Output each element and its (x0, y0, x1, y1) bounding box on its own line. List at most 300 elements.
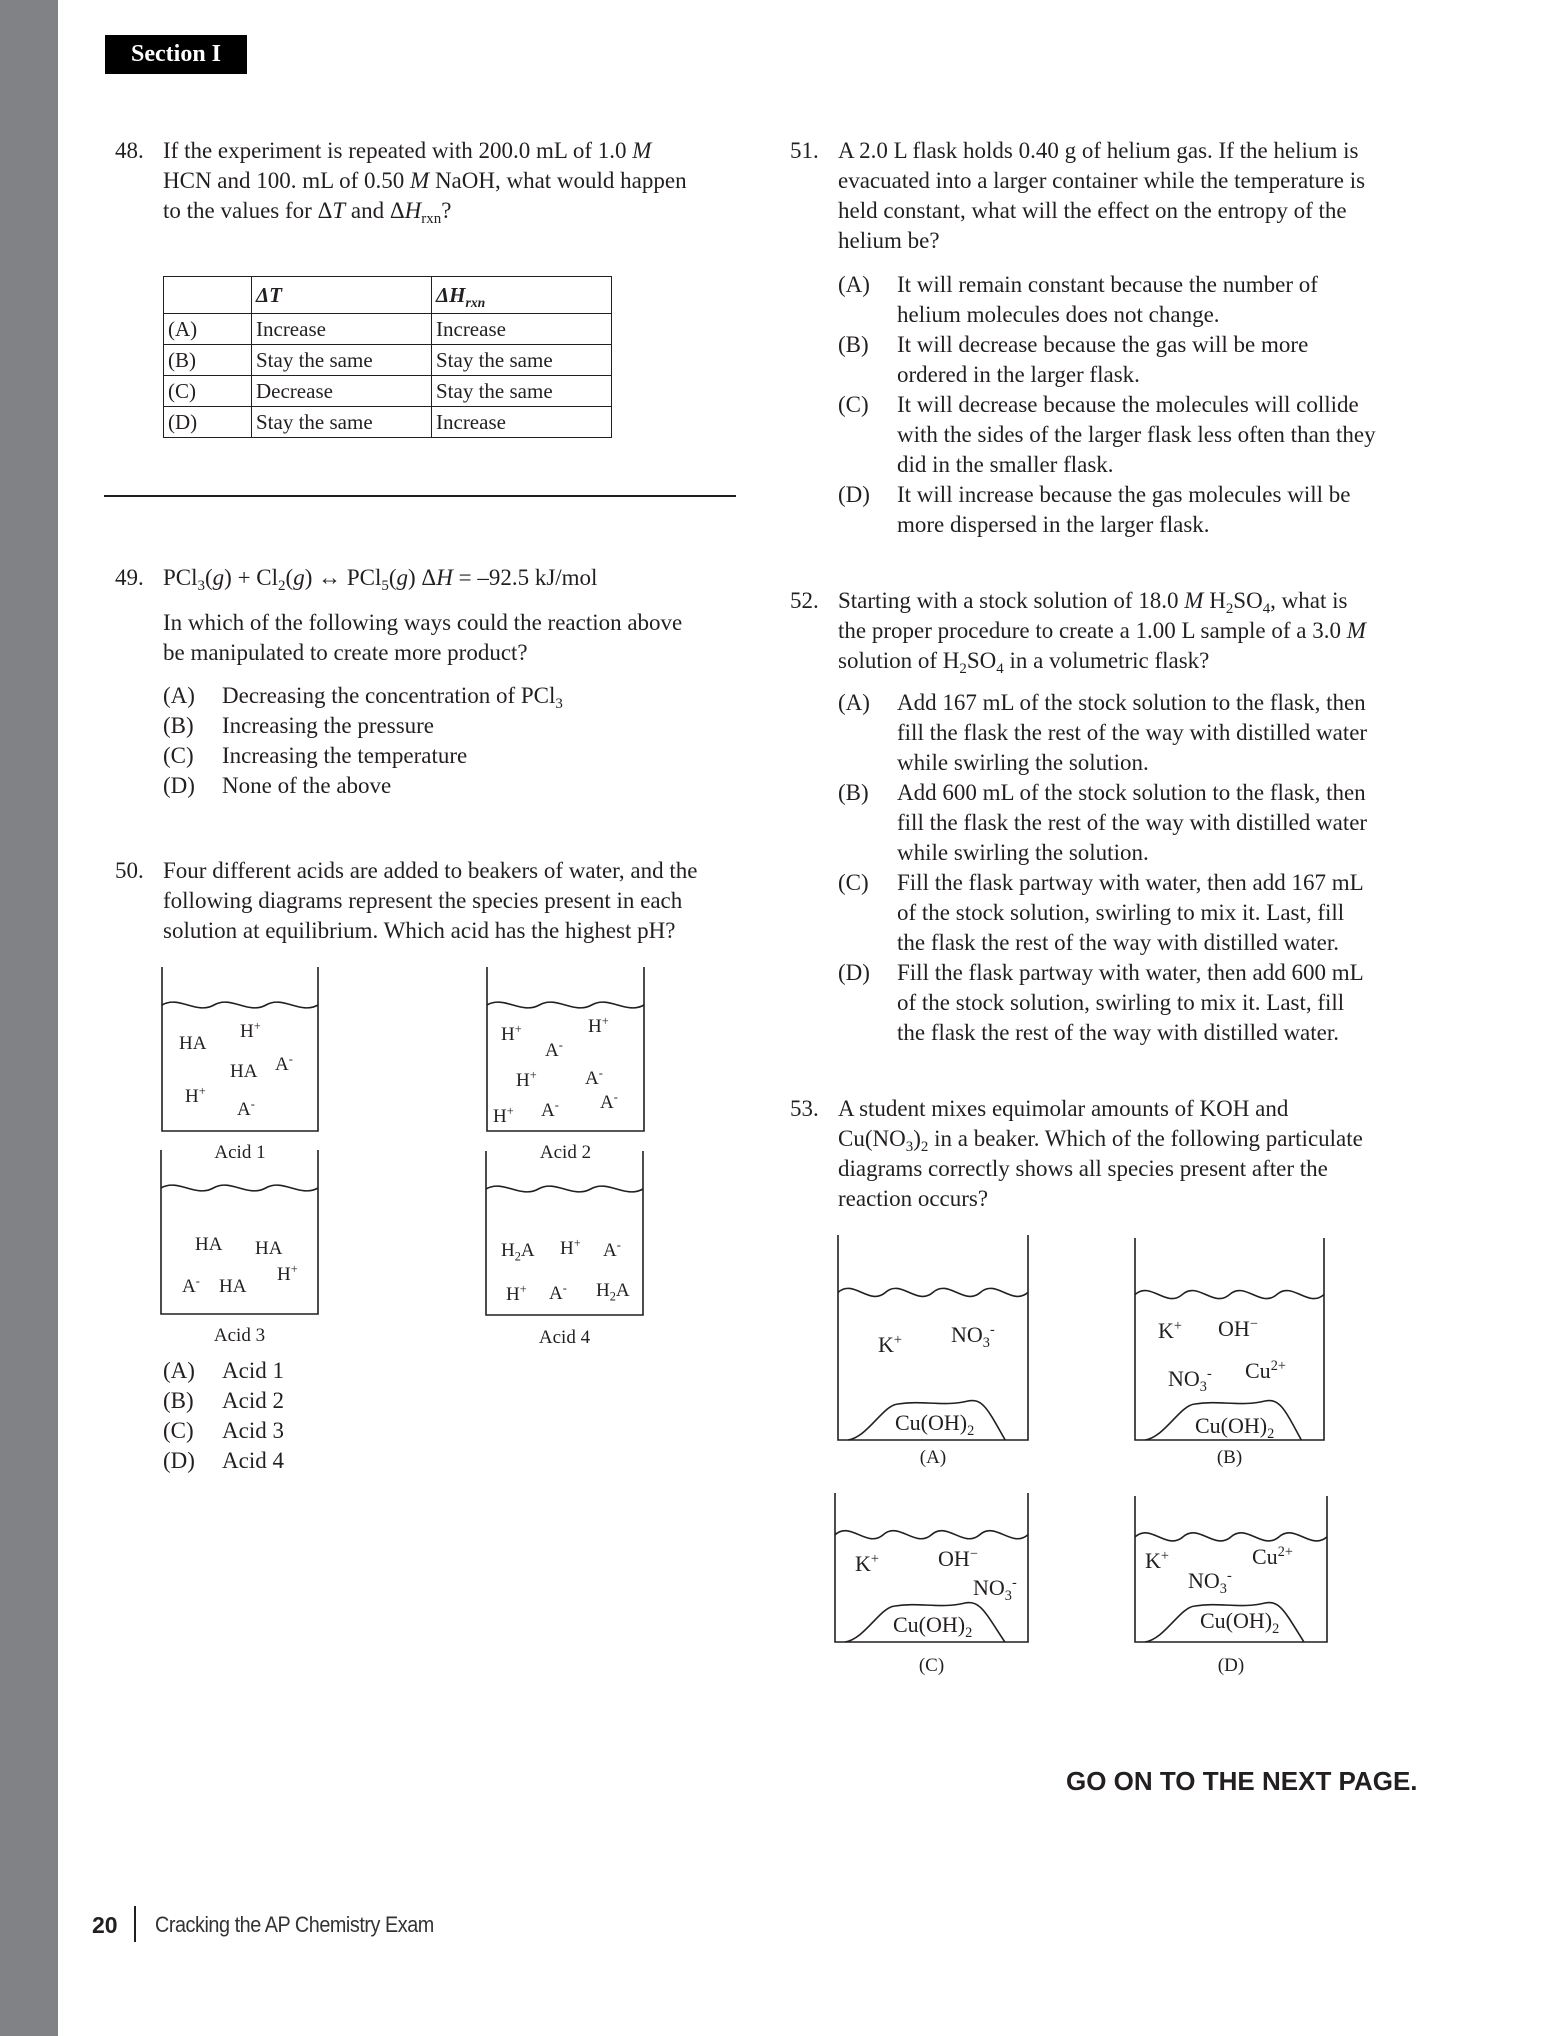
subscript: 4 (1262, 601, 1271, 618)
superscript: + (198, 1084, 206, 1099)
choice-text-line (897, 748, 1490, 778)
choice-text-line (897, 390, 1490, 420)
superscript: - (1011, 1575, 1017, 1592)
question-body (163, 1356, 755, 1476)
answer-choice[interactable] (838, 688, 1490, 778)
text-run: H (240, 1021, 254, 1042)
subscript: 2 (1225, 601, 1234, 618)
choice-letter: (B) (163, 713, 194, 738)
choice-text-line (897, 778, 1490, 808)
choice-text-line (897, 688, 1490, 718)
question-50-options (115, 1356, 755, 1476)
question-number: 51. (790, 138, 819, 163)
question-text-line (838, 1154, 1490, 1184)
table-row (164, 376, 612, 407)
superscript: 2+ (1270, 1358, 1286, 1375)
question-52 (790, 586, 1490, 1048)
subscript: 2 (278, 578, 286, 595)
superscript: - (554, 1098, 559, 1113)
text-run: HA (179, 1033, 207, 1054)
subscript: 2 (920, 1139, 929, 1156)
text-run: ) Δ (408, 565, 437, 590)
text-run: Decreasing the concentration of PCl (222, 683, 556, 708)
question-48 (115, 136, 755, 226)
text-run: Acid 4 (222, 1448, 284, 1473)
question-number: 53. (790, 1096, 819, 1121)
species-label (855, 1551, 879, 1576)
species-label (878, 1332, 902, 1357)
question-text-line (838, 166, 1490, 196)
answer-choices (163, 681, 755, 801)
question-text-line (838, 616, 1490, 646)
choice-letter: (B) (838, 780, 869, 805)
text-run: diagrams correctly shows all species present after the (838, 1156, 1328, 1181)
choice-text-line (897, 988, 1490, 1018)
subscript: 2 (1272, 1621, 1280, 1637)
species-label (596, 1280, 630, 1304)
species-label (560, 1236, 581, 1259)
liquid-surface (161, 1185, 318, 1191)
choice-text-line (222, 1416, 755, 1446)
text-run: If the experiment is repeated with 200.0 mL of 1.0 (163, 138, 633, 163)
subscript: 3 (905, 1139, 914, 1156)
header-sub: rxn (465, 294, 486, 310)
choice-text-line (897, 808, 1490, 838)
text-run: H (506, 1284, 520, 1305)
superscript: + (253, 1019, 261, 1034)
text-run: A (275, 1054, 289, 1075)
text-run: A (237, 1099, 251, 1120)
text-run: the proper procedure to create a 1.00 L sample of a 3.0 (838, 618, 1347, 643)
choice-letter: (C) (163, 1418, 194, 1443)
superscript: - (1206, 1366, 1212, 1383)
species-label (895, 1410, 975, 1439)
species-label (938, 1546, 978, 1571)
text-run: A (545, 1040, 559, 1061)
species-label (275, 1052, 293, 1075)
species-label (1188, 1568, 1232, 1597)
italic-run: M (1184, 588, 1204, 613)
choice-letter: (D) (838, 960, 870, 985)
italic-run: g (293, 565, 305, 590)
table-cell: Stay the same (432, 345, 612, 376)
choice-text-line (897, 868, 1490, 898)
choice-text-line (897, 300, 1490, 330)
table-cell: (B) (164, 345, 252, 376)
species-label (1218, 1316, 1258, 1341)
choice-text-line (222, 1386, 755, 1416)
particulate-diagram[interactable] (838, 1235, 1028, 1440)
liquid-surface (486, 1186, 643, 1192)
superscript: - (613, 1090, 618, 1105)
text-run: A student mixes equimolar amounts of KOH and (838, 1096, 1289, 1121)
answer-choices (838, 270, 1490, 540)
text-run: OH (938, 1546, 970, 1571)
species-label (1145, 1548, 1169, 1573)
answer-choice[interactable] (838, 868, 1490, 958)
text-run: NO (951, 1322, 983, 1347)
text-run: HA (219, 1276, 247, 1297)
liquid-surface (1135, 1291, 1324, 1299)
species-label (179, 1034, 206, 1054)
table-cell: Stay the same (252, 345, 432, 376)
table-cell: Stay the same (432, 376, 612, 407)
species-label (1200, 1608, 1280, 1637)
superscript: - (558, 1038, 563, 1053)
q48-answer-table (163, 276, 612, 438)
text-run: Acid 1 (222, 1358, 284, 1383)
choice-text-line (897, 838, 1490, 868)
italic-run: M (1346, 618, 1366, 643)
superscript: + (506, 1104, 514, 1119)
liquid-surface (1135, 1533, 1327, 1541)
italic-run: M (410, 168, 430, 193)
question-53 (790, 1094, 1490, 1214)
superscript: + (290, 1262, 298, 1277)
question-number: 52. (790, 588, 819, 613)
answer-choice[interactable] (838, 778, 1490, 868)
subscript: 3 (982, 1335, 990, 1351)
question-text-line (163, 856, 755, 886)
superscript: + (529, 1068, 537, 1083)
choice-text-line (897, 270, 1490, 300)
answer-choice[interactable] (838, 330, 1490, 390)
choice-text-line (897, 898, 1490, 928)
text-run: ) (913, 1126, 921, 1151)
beaker-label: Acid 1 (214, 1142, 266, 1163)
superscript: + (519, 1282, 527, 1297)
text-run: H (588, 1016, 602, 1037)
text-run: Increasing the pressure (222, 713, 435, 738)
table-cell: Stay the same (252, 407, 432, 438)
superscript: + (870, 1551, 879, 1568)
question-51 (790, 136, 1490, 540)
subscript: 2 (959, 661, 967, 678)
species-label (195, 1235, 222, 1255)
superscript: - (195, 1274, 200, 1289)
text-run: H (185, 1086, 199, 1107)
choice-text-line (897, 450, 1490, 480)
text-run: Cu (1252, 1544, 1278, 1569)
text-run: Add 167 mL of the stock solution to the flask, then (897, 690, 1366, 715)
text-run: A (541, 1100, 555, 1121)
text-run: while swirling the solution. (897, 750, 1149, 775)
choice-letter: (B) (838, 332, 869, 357)
text-run: Cu (1245, 1358, 1271, 1383)
text-run: None of the above (222, 773, 392, 798)
species-label (501, 1022, 522, 1045)
subscript: 2 (965, 1625, 973, 1641)
superscript: - (616, 1238, 621, 1253)
section-label: Section I (105, 35, 247, 74)
text-run: OH (1218, 1316, 1250, 1341)
text-run: It will decrease because the gas will be more (897, 332, 1309, 357)
header-delta-t: ΔT (256, 283, 282, 307)
text-run: Increasing the temperature (222, 743, 468, 768)
particulate-diagram[interactable] (1135, 1238, 1324, 1440)
text-run: more dispersed in the larger flask. (897, 512, 1210, 537)
species-label (277, 1262, 298, 1285)
superscript: + (1173, 1318, 1182, 1335)
question-text-line (163, 563, 755, 593)
beaker-label: (D) (1217, 1655, 1245, 1676)
superscript: - (1226, 1568, 1232, 1585)
text-run: to the values for Δ (163, 198, 333, 223)
choice-letter: (C) (838, 392, 869, 417)
answer-choice[interactable] (163, 771, 755, 801)
text-run: of the stock solution, swirling to mix it. Last, fill (897, 900, 1345, 925)
text-run: Cu(OH) (893, 1612, 966, 1637)
text-run: H (596, 1280, 610, 1301)
choice-letter: (B) (163, 1388, 194, 1413)
text-run: solution of H (838, 648, 960, 673)
table-cell: (D) (164, 407, 252, 438)
species-label (1252, 1544, 1293, 1569)
text-run: Acid 2 (222, 1388, 284, 1413)
species-label (237, 1097, 255, 1120)
text-run: fill the flask the rest of the way with distilled water (897, 810, 1368, 835)
choice-letter: (A) (163, 683, 195, 708)
question-number: 48. (115, 138, 144, 163)
question-number: 50. (115, 858, 144, 883)
text-run: in a beaker. Which of the following particulate (928, 1126, 1363, 1151)
text-run: ) + Cl (224, 565, 279, 590)
question-text-line (163, 166, 755, 196)
choice-text-line (897, 480, 1490, 510)
subscript: 3 (1004, 1588, 1012, 1604)
footer-divider (134, 1906, 136, 1942)
subscript: 3 (555, 696, 563, 713)
question-text-line (163, 886, 755, 916)
subscript: 3 (1199, 1379, 1207, 1395)
subscript: 4 (996, 661, 1004, 678)
answer-choice[interactable] (163, 681, 755, 711)
choice-letter: (D) (163, 1448, 195, 1473)
beaker-label: (C) (918, 1655, 945, 1676)
table-cell: (C) (164, 376, 252, 407)
text-run: and Δ (345, 198, 405, 223)
text-run: A (600, 1092, 614, 1113)
superscript: − (969, 1546, 978, 1563)
species-label (506, 1282, 527, 1305)
answer-choice[interactable] (163, 1356, 755, 1386)
question-body (163, 856, 755, 946)
text-run: NO (1168, 1366, 1200, 1391)
question-text-line (838, 1184, 1490, 1214)
choice-text-line (897, 510, 1490, 540)
text-run: , what is (1270, 588, 1348, 613)
spacer (163, 593, 755, 608)
text-run: = –92.5 kJ/mol (452, 565, 598, 590)
italic-run: M (632, 138, 652, 163)
table-header-cell (252, 277, 432, 314)
answer-choice[interactable] (838, 270, 1490, 330)
species-label (600, 1090, 618, 1113)
text-run: Fill the flask partway with water, then add 600 mL (897, 960, 1364, 985)
text-run: K (878, 1332, 894, 1357)
table-header-cell (164, 277, 252, 314)
choice-text-line (897, 420, 1490, 450)
text-run: It will decrease because the molecules will collide (897, 392, 1359, 417)
answer-choice[interactable] (163, 741, 755, 771)
answer-choice[interactable] (163, 1386, 755, 1416)
subscript: 2 (1267, 1426, 1275, 1442)
question-text-line (163, 196, 755, 226)
table-row (164, 345, 612, 376)
question-text-line (838, 1094, 1490, 1124)
text-run: It will increase because the gas molecules will be (897, 482, 1351, 507)
text-run: helium be? (838, 228, 940, 253)
question-50 (115, 856, 755, 946)
table-cell: Increase (432, 407, 612, 438)
text-run: In which of the following ways could the reaction above (163, 610, 683, 635)
subscript: 5 (381, 578, 389, 595)
answer-choices (838, 688, 1490, 1048)
next-page-notice: GO ON TO THE NEXT PAGE. (1066, 1766, 1418, 1796)
text-run: ? (441, 198, 452, 223)
text-run: Fill the flask partway with water, then add 167 mL (897, 870, 1364, 895)
text-run: K (1145, 1548, 1161, 1573)
question-text-line (838, 196, 1490, 226)
text-run: in a volumetric flask? (1003, 648, 1210, 673)
text-run: H (277, 1264, 291, 1285)
text-run: K (1158, 1318, 1174, 1343)
text-run: H (516, 1070, 530, 1091)
species-label (541, 1098, 559, 1121)
text-run: with the sides of the larger flask less often than they (897, 422, 1376, 447)
text-run: HA (255, 1238, 283, 1259)
superscript: − (1249, 1316, 1258, 1333)
species-label (545, 1038, 563, 1061)
choice-letter: (A) (163, 1358, 195, 1383)
text-run: A (549, 1283, 563, 1304)
answer-choice[interactable] (163, 1416, 755, 1446)
species-label (951, 1322, 995, 1351)
particulate-diagram[interactable] (835, 1493, 1028, 1642)
text-run: following diagrams represent the species present in each (163, 888, 683, 913)
subscript: 2 (967, 1423, 975, 1439)
superscript: - (562, 1281, 567, 1296)
text-run: H (1203, 588, 1226, 613)
answer-choice[interactable] (163, 1446, 755, 1476)
species-label (973, 1575, 1017, 1604)
text-run: ordered in the larger flask. (897, 362, 1140, 387)
text-run: Starting with a stock solution of 18.0 (838, 588, 1185, 613)
page-number: 20 (92, 1912, 118, 1938)
species-label (182, 1274, 200, 1297)
italic-run: g (212, 565, 225, 590)
question-body (838, 586, 1490, 1048)
species-label (255, 1239, 282, 1259)
text-run: PCl (163, 565, 198, 590)
text-run: ( (205, 565, 213, 590)
acid-beaker (162, 967, 318, 1131)
acid-beaker (486, 1151, 643, 1315)
question-text-line (838, 1124, 1490, 1154)
italic-run: H (436, 565, 453, 590)
species-label (516, 1068, 537, 1091)
question-body (163, 136, 755, 226)
species-label (585, 1066, 603, 1089)
acid-beaker (487, 967, 644, 1131)
superscript: + (1160, 1548, 1169, 1565)
choice-letter: (C) (838, 870, 869, 895)
acid-beaker (161, 1150, 318, 1314)
subscript: 3 (197, 578, 205, 595)
superscript: - (250, 1097, 255, 1112)
choice-text-line (897, 330, 1490, 360)
table-cell: Increase (432, 314, 612, 345)
particulate-diagram[interactable] (1135, 1496, 1327, 1642)
text-run: H (493, 1106, 507, 1127)
beaker-label: (A) (919, 1447, 947, 1468)
species-label (185, 1084, 206, 1107)
choice-text-line (222, 771, 755, 801)
species-label (1158, 1318, 1182, 1343)
italic-run: H (404, 198, 422, 223)
choice-text-line (897, 928, 1490, 958)
choice-text-line (897, 1018, 1490, 1048)
species-label (893, 1612, 973, 1641)
text-run: reaction occurs? (838, 1186, 989, 1211)
text-run: A (603, 1240, 617, 1261)
text-run: NaOH, what would happen (429, 168, 687, 193)
text-run: HA (195, 1234, 223, 1255)
text-run: fill the flask the rest of the way with distilled water (897, 720, 1368, 745)
superscript: + (573, 1236, 581, 1251)
text-run: A (585, 1068, 599, 1089)
text-run: It will remain constant because the number of (897, 272, 1318, 297)
choice-text-line (222, 1356, 755, 1386)
superscript: - (598, 1066, 603, 1081)
text-run: H (560, 1238, 574, 1259)
choice-text-line (897, 360, 1490, 390)
liquid-surface (838, 1288, 1028, 1296)
text-run: A (615, 1280, 630, 1301)
answer-choice[interactable] (163, 711, 755, 741)
species-label (219, 1277, 246, 1297)
text-run: ( (388, 565, 397, 590)
superscript: + (514, 1022, 522, 1037)
text-run: A (520, 1240, 535, 1261)
text-run: Cu(OH) (1195, 1413, 1268, 1438)
superscript: - (288, 1052, 293, 1067)
text-run: Four different acids are added to beakers of water, and the (163, 858, 698, 883)
superscript: 2+ (1277, 1544, 1293, 1561)
species-label (603, 1238, 621, 1261)
question-text-line (838, 136, 1490, 166)
answer-choice[interactable] (838, 480, 1490, 540)
question-text-line (163, 916, 755, 946)
question-text-line (838, 226, 1490, 256)
subscript: 3 (1219, 1581, 1227, 1597)
text-run: solution at equilibrium. Which acid has the highest pH? (163, 918, 676, 943)
text-run: NO (1188, 1568, 1220, 1593)
text-run: A 2.0 L flask holds 0.40 g of helium gas. If the helium is (838, 138, 1359, 163)
text-run: SO (966, 648, 997, 673)
choice-text-line (897, 718, 1490, 748)
subscript: rxn (421, 211, 442, 228)
choice-text-line (222, 741, 755, 771)
choice-letter: (D) (838, 482, 870, 507)
answer-choice[interactable] (838, 390, 1490, 480)
italic-run: T (332, 198, 346, 223)
answer-choice[interactable] (838, 958, 1490, 1048)
table-header-row (164, 277, 612, 314)
superscript: + (893, 1332, 902, 1349)
question-text-line (163, 608, 755, 638)
choice-letter: (C) (163, 743, 194, 768)
